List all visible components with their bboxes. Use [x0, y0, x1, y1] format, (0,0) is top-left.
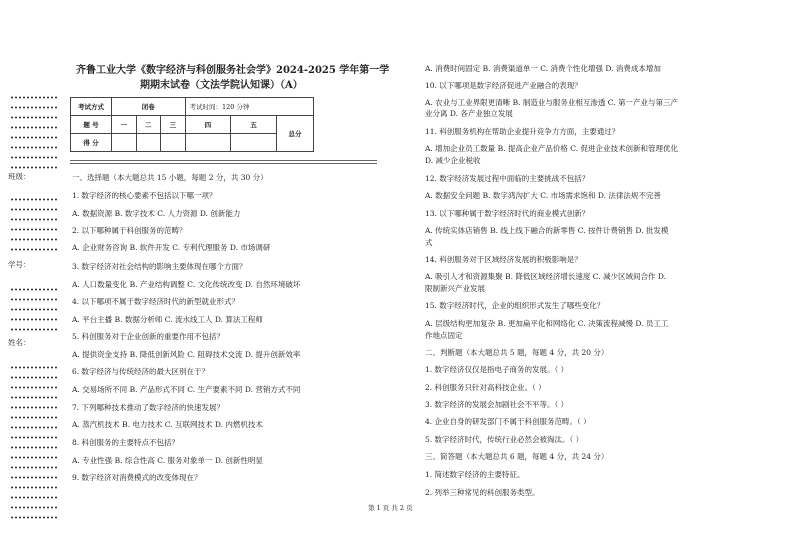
dotted-rule: [10, 238, 58, 241]
option-line: A. 层级结构更加复杂 B. 更加扁平化和网络化 C. 决策流程减慢 D. 员工工: [425, 319, 669, 328]
option-line: A. 企业财务咨询 B. 软件开发 C. 专利代理服务 D. 市场调研: [72, 243, 271, 252]
dotted-rule: [10, 386, 58, 389]
score-cell: [161, 134, 186, 152]
question-line: 8. 科创服务的主要特点不包括？: [72, 438, 180, 447]
total-label: 总分: [277, 116, 314, 152]
column-5-header: 五: [231, 116, 277, 134]
judgement-question: 2. 科创服务只针对高科技企业。（ ）: [425, 383, 546, 392]
dotted-rule: [10, 456, 58, 459]
dotted-rule: [10, 218, 58, 221]
question-line: 2. 以下哪种属于科创服务的范畴？: [72, 226, 187, 235]
dotted-rule: [10, 126, 58, 129]
question-line: 11. 科创服务机构在帮助企业提升竞争力方面，主要通过？: [425, 127, 620, 136]
page-number: 第 1 页 共 2 页: [368, 504, 413, 512]
exam-title-line-1: 齐鲁工业大学《数字经济与科创服务社会学》2024-2025 学年第一学: [76, 65, 390, 76]
question-line: 15. 数字经济时代，企业的组织形式发生了哪些变化？: [425, 301, 605, 310]
option-line: A. 农业与工业界限更清晰 B. 制造业与服务业相互渗透 C. 第一产业与第三产: [425, 98, 678, 107]
short-answer-question: 2. 列举三种常见的科创服务类型。: [425, 488, 540, 497]
dotted-rule: [10, 198, 58, 201]
option-line: A. 增加企业员工数量 B. 提高企业产品价格 C. 促进企业技术创新和管理优化: [425, 144, 678, 153]
score-cell: [185, 134, 231, 152]
score-cell: [136, 134, 161, 152]
dotted-rule: [10, 96, 58, 99]
question-line: 12. 数字经济发展过程中面临的主要挑战不包括？: [425, 174, 590, 183]
dotted-rule: [10, 376, 58, 379]
judgement-question: 3. 数字经济的发展会加剧社会不平等。（ ）: [425, 400, 569, 409]
dotted-rule: [10, 156, 58, 159]
column-2-header: 二: [136, 116, 161, 134]
class-label: 班级：: [8, 172, 31, 181]
option-line: A. 专业性强 B. 综合性高 C. 服务对象单一 D. 创新性明显: [72, 456, 263, 465]
dotted-rule: [10, 116, 58, 119]
dotted-rule: [10, 136, 58, 139]
option-line-continued: 式: [425, 238, 433, 247]
dotted-rule: [10, 298, 58, 301]
question-line: 13. 以下哪种属于数字经济时代的商业模式创新？: [425, 209, 590, 218]
dotted-rule: [10, 416, 58, 419]
option-line: A. 交易场所不同 B. 产品形式不同 C. 生产要素不同 D. 营销方式不同: [72, 385, 301, 394]
section-heading-judgement: 二、判断题（本大题总共 5 题，每题 4 分，共 20 分）: [425, 348, 609, 357]
question-line: 7. 下列哪种技术推动了数字经济的快速发展？: [72, 403, 225, 412]
dotted-rule: [10, 288, 58, 291]
section-rule: [70, 160, 377, 161]
option-line: A. 消费时间固定 B. 消费渠道单一 C. 消费个性化增强 D. 消费成本增加: [425, 64, 661, 73]
judgement-question: 1. 数字经济仅仅是指电子商务的发展。（ ）: [425, 365, 569, 374]
column-4-header: 四: [185, 116, 231, 134]
section-rule: [70, 163, 377, 164]
section-heading-choice: 一、选择题（本大题总共 15 小题，每题 2 分，共 30 分）: [72, 173, 268, 182]
column-1-header: 一: [112, 116, 137, 134]
option-line: A. 吸引人才和资源集聚 B. 降低区域经济增长速度 C. 减少区域间合作 D.: [425, 272, 666, 281]
exam-time: 考试时间：120 分钟: [185, 98, 314, 116]
question-line: 1. 数字经济的核心要素不包括以下哪一项？: [72, 191, 217, 200]
option-line-continued: 限制新兴产业发展: [425, 284, 485, 293]
question-line: 3. 数字经济对社会结构的影响主要体现在哪个方面？: [72, 262, 247, 271]
dotted-rule: [10, 496, 58, 499]
question-line: 10. 以下哪项是数字经济促进产业融合的表现？: [425, 81, 582, 90]
question-line: 14. 科创服务对于区域经济发展的积极影响是？: [425, 255, 582, 264]
option-line: A. 蒸汽机技术 B. 电力技术 C. 互联网技术 D. 内燃机技术: [72, 420, 263, 429]
student-id-label: 学号：: [8, 260, 31, 269]
judgement-question: 5. 数字经济时代，传统行业必然会被淘汰。（ ）: [425, 435, 584, 444]
option-line: A. 传统实体店销售 B. 线上线下融合的新零售 C. 按件计费销售 D. 批发模: [425, 226, 669, 235]
option-line: A. 人口数量变化 B. 产业结构调整 C. 文化传统改变 D. 自然环境破坏: [72, 280, 301, 289]
dotted-rule: [10, 318, 58, 321]
option-line-continued: 业分离 D. 各产业独立发展: [425, 109, 513, 118]
dotted-rule: [10, 396, 58, 399]
option-line: A. 提供资金支持 B. 降低创新风险 C. 阻碍技术交流 D. 提升创新效率: [72, 350, 301, 359]
question-line: 9. 数字经济对消费模式的改变体现在？: [72, 473, 202, 482]
dotted-rule: [10, 486, 58, 489]
dotted-rule: [10, 426, 58, 429]
exam-method-label: 考试方式: [71, 98, 112, 116]
dotted-rule: [10, 476, 58, 479]
exam-method-value: 闭卷: [112, 98, 186, 116]
dotted-rule: [10, 436, 58, 439]
question-line: 6. 数字经济与传统经济的最大区别在于？: [72, 367, 210, 376]
short-answer-question: 1. 简述数字经济的主要特征。: [425, 470, 525, 479]
dotted-rule: [10, 466, 58, 469]
dotted-rule: [10, 166, 58, 169]
score-cell: [231, 134, 277, 152]
option-line: A. 数据资源 B. 数字技术 C. 人力资源 D. 创新能力: [72, 209, 241, 218]
dotted-rule: [10, 248, 58, 251]
dotted-rule: [10, 366, 58, 369]
question-no-label: 题 号: [71, 116, 112, 134]
dotted-rule: [10, 228, 58, 231]
judgement-question: 4. 企业自身的研发部门不属于科创服务范畴。（ ）: [425, 417, 591, 426]
option-line-continued: D. 减少企业税收: [425, 156, 481, 165]
dotted-rule: [10, 308, 58, 311]
option-line-continued: 作地点固定: [425, 331, 463, 340]
option-line: A. 平台主播 B. 数据分析师 C. 流水线工人 D. 算法工程师: [72, 315, 263, 324]
dotted-rule: [10, 146, 58, 149]
dotted-rule: [10, 406, 58, 409]
dotted-rule: [10, 446, 58, 449]
dotted-rule: [10, 208, 58, 211]
score-label: 得 分: [71, 134, 112, 152]
dotted-rule: [10, 506, 58, 509]
name-label: 姓名：: [8, 338, 31, 347]
score-cell: [112, 134, 137, 152]
section-heading-short-answer: 三、简答题（本大题总共 6 题，每题 4 分，共 24 分）: [425, 452, 609, 461]
dotted-rule: [10, 328, 58, 331]
score-table: [70, 97, 314, 152]
question-line: 4. 以下哪项不属于数字经济时代的新型就业形式？: [72, 297, 240, 306]
dotted-rule: [10, 516, 58, 519]
option-line: A. 数据安全问题 B. 数字鸿沟扩大 C. 市场需求饱和 D. 法律法规不完善: [425, 191, 661, 200]
column-3-header: 三: [161, 116, 186, 134]
dotted-rule: [10, 106, 58, 109]
binding-margin: [0, 0, 68, 549]
question-line: 5. 科创服务对于企业创新的重要作用不包括？: [72, 332, 225, 341]
exam-title-line-2: 期期末试卷（文法学院认知课）（A）: [140, 80, 303, 91]
